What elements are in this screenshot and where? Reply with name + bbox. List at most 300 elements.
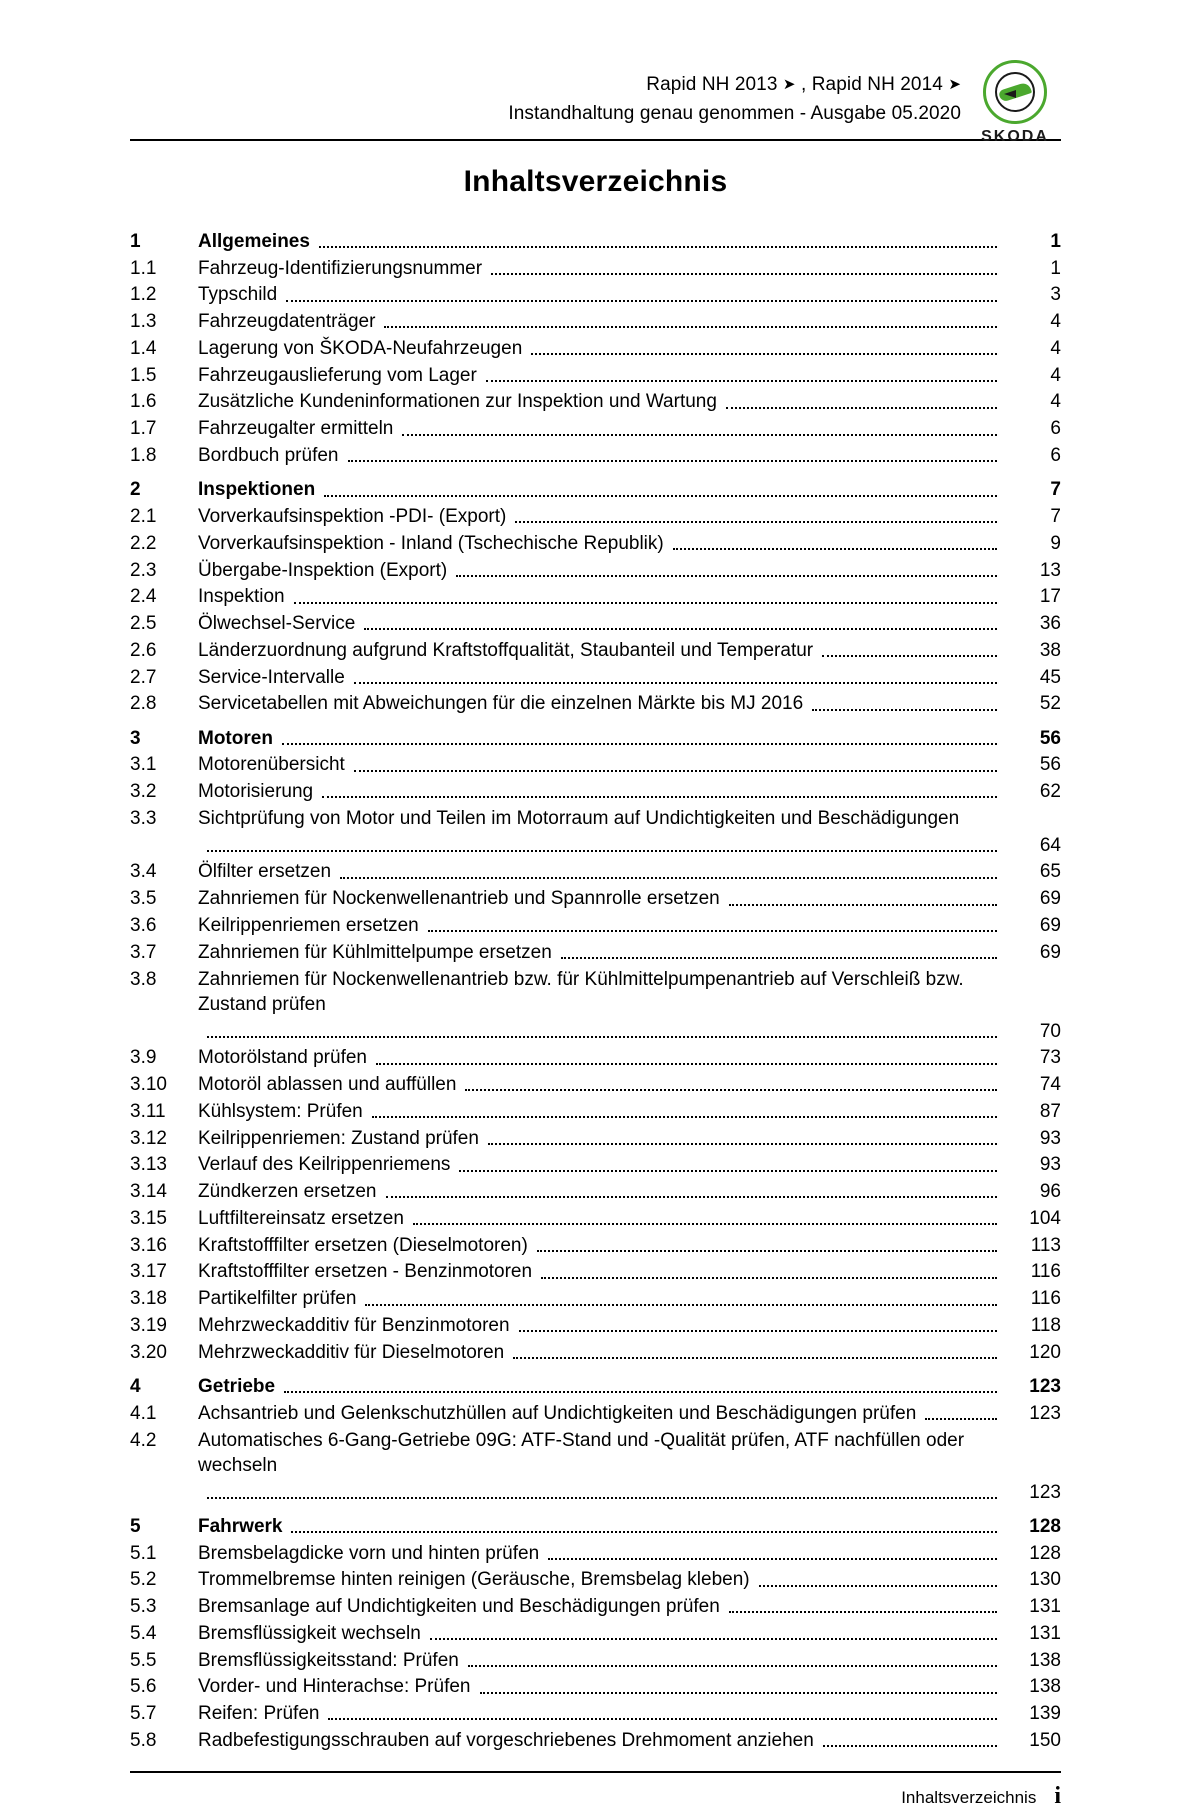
toc-entry-number: 3.16 bbox=[130, 1234, 167, 1256]
toc-entry-page: 7 bbox=[1050, 506, 1061, 528]
toc-entry-label: Partikelfilter prüfen bbox=[198, 1288, 357, 1310]
toc-entry-number: 3.9 bbox=[130, 1047, 157, 1069]
toc-entry[interactable] bbox=[130, 1594, 1061, 1619]
toc-leader-dots bbox=[465, 1088, 997, 1091]
toc-entry-page: 64 bbox=[1039, 834, 1061, 856]
toc-entry[interactable] bbox=[130, 1152, 1061, 1177]
toc-entry-label: Motorisierung bbox=[198, 781, 314, 803]
toc-entry-label: Mehrzweckadditiv für Dieselmotoren bbox=[198, 1341, 505, 1363]
toc-entry-number: 1.1 bbox=[130, 257, 157, 279]
toc-entry-label-wrap bbox=[198, 638, 1005, 663]
toc-entry-label: Länderzuordnung aufgrund Kraftstoffqualität, Staubanteil und Temperatur bbox=[198, 639, 814, 661]
toc-entry-continuation bbox=[130, 833, 1061, 858]
toc-entry[interactable] bbox=[130, 1286, 1061, 1311]
toc-entry-label: Zahnriemen für Kühlmittelpumpe ersetzen bbox=[198, 941, 552, 963]
toc-entry-page: 128 bbox=[1029, 1515, 1061, 1537]
toc-entry-label: Inspektionen bbox=[198, 479, 316, 501]
toc-entry[interactable] bbox=[130, 1701, 1061, 1726]
toc-entry-label: Zusätzliche Kundeninformationen zur Inspektion und Wartung bbox=[198, 391, 717, 413]
toc-entry-label: Kraftstofffilter ersetzen (Dieselmotoren) bbox=[198, 1234, 528, 1256]
toc-leader-dots bbox=[561, 956, 997, 959]
toc-entry-label: Inspektion bbox=[198, 586, 285, 608]
toc-leader-dots bbox=[491, 272, 997, 275]
toc-entry-number: 3.12 bbox=[130, 1127, 167, 1149]
toc-entry-label: Fahrzeugauslieferung vom Lager bbox=[198, 364, 477, 386]
toc-leader-dots bbox=[541, 1276, 997, 1279]
toc-entry-label-wrap bbox=[198, 611, 1005, 636]
toc-entry-number: 5.7 bbox=[130, 1703, 157, 1725]
header-model-1: Rapid NH 2013 bbox=[646, 74, 778, 95]
toc-entry-label-wrap bbox=[198, 443, 1005, 468]
toc-entry-page: 69 bbox=[1039, 941, 1061, 963]
toc-entry-label: Übergabe-Inspektion (Export) bbox=[198, 559, 448, 581]
toc-entry-number: 5.6 bbox=[130, 1676, 157, 1698]
toc-entry[interactable] bbox=[130, 1648, 1061, 1673]
toc-entry-label: Fahrzeugalter ermitteln bbox=[198, 418, 394, 440]
toc-entry-label-wrap bbox=[198, 1728, 1005, 1753]
toc-entry-number: 3.5 bbox=[130, 888, 157, 910]
toc-entry-label-wrap bbox=[198, 1567, 1005, 1592]
toc-entry[interactable] bbox=[130, 443, 1061, 468]
toc-leader-dots bbox=[402, 433, 997, 436]
toc-entry[interactable] bbox=[130, 940, 1061, 965]
toc-entry-number: 3.1 bbox=[130, 754, 157, 776]
toc-leader-dots bbox=[513, 1356, 997, 1359]
toc-entry-number: 1.7 bbox=[130, 418, 157, 440]
toc-entry-label-wrap bbox=[198, 1594, 1005, 1619]
toc-entry-label: Typschild bbox=[198, 284, 278, 306]
toc-entry-page: 130 bbox=[1029, 1569, 1061, 1591]
toc-entry-page: 7 bbox=[1050, 479, 1061, 501]
toc-entry[interactable] bbox=[130, 1374, 1061, 1399]
toc-entry-number: 4.1 bbox=[130, 1402, 157, 1424]
toc-entry-page: 52 bbox=[1039, 693, 1061, 715]
toc-leader-dots bbox=[354, 769, 997, 772]
toc-leader-dots bbox=[726, 406, 997, 409]
toc-entry-label-wrap bbox=[198, 859, 1005, 884]
toc-entry-page: 1 bbox=[1050, 230, 1061, 252]
toc-entry-label-wrap bbox=[198, 1179, 1005, 1204]
toc-entry[interactable] bbox=[130, 1072, 1061, 1097]
toc-entry-number: 1.3 bbox=[130, 311, 157, 333]
toc-leader-dots bbox=[376, 1062, 997, 1065]
toc-entry-label-wrap bbox=[198, 416, 1005, 441]
toc-entry-label: Zündkerzen ersetzen bbox=[198, 1181, 377, 1203]
toc-entry-label: Zahnriemen für Nockenwellenantrieb bzw. für Kühlmittelpumpenantrieb auf Verschleiß bzw. Zustand prüfen bbox=[198, 968, 964, 1015]
toc-entry-number: 1 bbox=[130, 230, 141, 252]
toc-entry[interactable] bbox=[130, 913, 1061, 938]
logo-circle-icon bbox=[983, 60, 1047, 124]
toc-leader-dots bbox=[459, 1169, 997, 1172]
toc-entry-label-wrap bbox=[198, 558, 1005, 583]
toc-entry-number: 5.2 bbox=[130, 1569, 157, 1591]
toc-leader-dots bbox=[340, 876, 997, 879]
toc-entry-page: 138 bbox=[1029, 1649, 1061, 1671]
toc-entry-label-wrap bbox=[198, 1099, 1005, 1124]
toc-entry-page: 65 bbox=[1039, 861, 1061, 883]
toc-entry-continuation-wrap bbox=[198, 1480, 1005, 1505]
toc-entry-label-wrap bbox=[198, 967, 1005, 1018]
skoda-logo bbox=[969, 60, 1061, 146]
toc-leader-dots bbox=[282, 742, 997, 745]
toc-entry[interactable] bbox=[130, 1045, 1061, 1070]
toc-entry-page: 116 bbox=[1030, 1288, 1061, 1310]
toc-entry-page: 73 bbox=[1039, 1047, 1061, 1069]
toc-entry-label-wrap bbox=[198, 691, 1005, 716]
toc-entry[interactable] bbox=[130, 1340, 1061, 1365]
toc-entry-label: Allgemeines bbox=[198, 230, 310, 252]
toc-leader-dots bbox=[759, 1584, 997, 1587]
toc-entry-label-wrap bbox=[198, 1701, 1005, 1726]
toc-entry-page: 123 bbox=[1029, 1402, 1061, 1424]
toc-entry-label: Kühlsystem: Prüfen bbox=[198, 1100, 363, 1122]
toc-leader-dots bbox=[354, 681, 997, 684]
toc-entry[interactable] bbox=[130, 1126, 1061, 1151]
toc-entry[interactable] bbox=[130, 389, 1061, 414]
toc-entry-number: 3.19 bbox=[130, 1315, 167, 1336]
toc-entry-number: 3.3 bbox=[130, 807, 157, 829]
toc-entry[interactable] bbox=[130, 416, 1061, 441]
toc-entry-number: 3 bbox=[130, 727, 141, 749]
toc-entry-page: 69 bbox=[1039, 915, 1061, 937]
toc-entry[interactable] bbox=[130, 309, 1061, 334]
toc-entry-label: Mehrzweckadditiv für Benzinmotoren bbox=[198, 1315, 510, 1336]
toc-entry[interactable] bbox=[130, 282, 1061, 307]
toc-entry-label: Ölwechsel-Service bbox=[198, 613, 356, 635]
toc-leader-dots bbox=[207, 1035, 997, 1038]
toc-entry[interactable] bbox=[130, 531, 1061, 556]
toc-entry-label: Servicetabellen mit Abweichungen für die einzelnen Märkte bis MJ 2016 bbox=[198, 693, 804, 715]
toc-leader-dots bbox=[430, 1637, 997, 1640]
toc-entry-label-wrap bbox=[198, 1621, 1005, 1646]
toc-leader-dots bbox=[384, 325, 997, 328]
toc-entry-label-wrap bbox=[198, 1401, 1005, 1426]
toc-entry-label: Zahnriemen für Nockenwellenantrieb und Spannrolle ersetzen bbox=[198, 888, 720, 910]
arrow-icon: ➤ bbox=[782, 76, 796, 93]
toc-entry[interactable] bbox=[130, 1428, 1061, 1479]
toc-entry-number: 5.3 bbox=[130, 1596, 157, 1618]
toc-entry[interactable] bbox=[130, 229, 1061, 254]
toc-leader-dots bbox=[364, 627, 997, 630]
toc-entry-label-wrap bbox=[198, 1072, 1005, 1097]
toc-leader-dots bbox=[324, 494, 997, 497]
toc-entry-number: 3.2 bbox=[130, 781, 157, 803]
toc-entry[interactable] bbox=[130, 611, 1061, 636]
toc-entry-label-wrap bbox=[198, 1374, 1005, 1399]
toc-entry[interactable] bbox=[130, 665, 1061, 690]
toc-entry-label-wrap bbox=[198, 363, 1005, 388]
toc-entry[interactable] bbox=[130, 806, 1061, 831]
toc-leader-dots bbox=[372, 1115, 997, 1118]
toc-entry[interactable] bbox=[130, 256, 1061, 281]
footer-page-number: i bbox=[1054, 1783, 1061, 1810]
toc-entry-page: 3 bbox=[1050, 284, 1061, 306]
toc-entry-label-wrap bbox=[198, 1428, 1005, 1479]
toc-entry[interactable] bbox=[130, 584, 1061, 609]
toc-leader-dots bbox=[291, 1530, 997, 1533]
toc-entry-page: 131 bbox=[1029, 1596, 1061, 1618]
toc-entry-page: 1 bbox=[1050, 257, 1061, 279]
toc-entry-number: 3.7 bbox=[130, 941, 157, 963]
toc-entry-label: Ölfilter ersetzen bbox=[198, 861, 332, 883]
toc-entry-label: Motorenübersicht bbox=[198, 754, 345, 776]
toc-entry-number: 5 bbox=[130, 1515, 141, 1537]
toc-entry-number: 1.5 bbox=[130, 364, 157, 386]
toc-entry-label-wrap bbox=[198, 229, 1005, 254]
toc-entry-number: 1.6 bbox=[130, 391, 157, 413]
toc-entry-label-wrap bbox=[198, 665, 1005, 690]
logo-inner-circle-icon bbox=[995, 72, 1035, 112]
toc-entry-continuation bbox=[130, 1019, 1061, 1044]
toc-entry-number: 3.4 bbox=[130, 861, 157, 883]
toc-entry-label: Luftfiltereinsatz ersetzen bbox=[198, 1207, 404, 1229]
toc-entry-page: 9 bbox=[1050, 532, 1061, 554]
toc-leader-dots bbox=[319, 245, 997, 248]
toc-entry[interactable] bbox=[130, 363, 1061, 388]
toc-entry-number: 3.20 bbox=[130, 1341, 167, 1363]
toc-entry-page: 6 bbox=[1050, 418, 1061, 440]
toc-entry[interactable] bbox=[130, 1179, 1061, 1204]
toc-leader-dots bbox=[488, 1142, 997, 1145]
toc-entry-page: 131 bbox=[1029, 1622, 1061, 1644]
toc-entry-number: 5.5 bbox=[130, 1649, 157, 1671]
toc-entry[interactable] bbox=[130, 1514, 1061, 1539]
toc-entry-label-wrap bbox=[198, 1286, 1005, 1311]
toc-leader-dots bbox=[673, 547, 997, 550]
page-header bbox=[0, 0, 1191, 145]
toc-entry-continuation-wrap bbox=[198, 833, 1005, 858]
toc-entry[interactable] bbox=[130, 1621, 1061, 1646]
toc-entry-label-wrap bbox=[198, 1206, 1005, 1231]
page-title: Inhaltsverzeichnis bbox=[463, 164, 728, 198]
toc-entry-number: 2.5 bbox=[130, 613, 157, 635]
toc-entry-label: Vorverkaufsinspektion -PDI- (Export) bbox=[198, 506, 507, 528]
toc-entry-page: 123 bbox=[1029, 1481, 1061, 1503]
toc-entry-page: 104 bbox=[1029, 1207, 1061, 1229]
toc-entry-number: 2 bbox=[130, 479, 141, 501]
toc-entry-label: Vorder- und Hinterachse: Prüfen bbox=[198, 1676, 471, 1698]
toc-leader-dots bbox=[823, 1744, 997, 1747]
toc-entry-label: Motorölstand prüfen bbox=[198, 1047, 367, 1069]
toc-entry[interactable] bbox=[130, 726, 1061, 751]
toc-entry[interactable] bbox=[130, 1206, 1061, 1231]
toc-entry-page: 36 bbox=[1039, 613, 1061, 635]
toc-entry-label-wrap bbox=[198, 504, 1005, 529]
toc-entry-page: 56 bbox=[1039, 727, 1061, 749]
toc-entry-number: 4 bbox=[130, 1376, 141, 1398]
toc-leader-dots bbox=[531, 352, 997, 355]
toc-entry-label: Trommelbremse hinten reinigen (Geräusche, Bremsbelag kleben) bbox=[198, 1569, 750, 1591]
toc-entry-page: 56 bbox=[1039, 754, 1061, 776]
toc-entry-label-wrap bbox=[198, 477, 1005, 502]
toc-entry-label-wrap bbox=[198, 940, 1005, 965]
toc-entry[interactable] bbox=[130, 1401, 1061, 1426]
toc-entry[interactable] bbox=[130, 558, 1061, 583]
logo-wordmark: SKODA bbox=[981, 128, 1049, 145]
toc-entry-label-wrap bbox=[198, 1233, 1005, 1258]
toc-entry[interactable] bbox=[130, 886, 1061, 911]
toc-entry-number: 2.7 bbox=[130, 666, 157, 688]
toc-entry-label-wrap bbox=[198, 886, 1005, 911]
toc-entry-page: 113 bbox=[1030, 1234, 1061, 1256]
toc-entry-label-wrap bbox=[198, 584, 1005, 609]
toc-leader-dots bbox=[286, 299, 997, 302]
toc-entry-page: 4 bbox=[1050, 337, 1061, 359]
toc-leader-dots bbox=[322, 795, 997, 798]
toc-entry-number: 2.1 bbox=[130, 506, 157, 528]
toc-entry-label: Keilrippenriemen: Zustand prüfen bbox=[198, 1127, 479, 1149]
page-footer bbox=[130, 1783, 1061, 1810]
footer-divider bbox=[130, 1771, 1061, 1773]
toc-entry-label: Verlauf des Keilrippenriemens bbox=[198, 1154, 451, 1176]
toc-entry-label: Bremsbelagdicke vorn und hinten prüfen bbox=[198, 1542, 540, 1564]
toc-leader-dots bbox=[729, 903, 997, 906]
toc-entry-number: 3.6 bbox=[130, 915, 157, 937]
toc-leader-dots bbox=[486, 379, 997, 382]
toc-entry-label: Keilrippenriemen ersetzen bbox=[198, 915, 419, 937]
toc-leader-dots bbox=[328, 1717, 997, 1720]
toc-entry-page: 69 bbox=[1039, 888, 1061, 910]
toc-entry[interactable] bbox=[130, 336, 1061, 361]
toc-entry-label: Radbefestigungsschrauben auf vorgeschriebenes Drehmoment anziehen bbox=[198, 1729, 814, 1751]
toc-entry-label: Fahrzeugdatenträger bbox=[198, 311, 376, 333]
toc-entry-page: 13 bbox=[1039, 559, 1061, 581]
toc-entry[interactable] bbox=[130, 967, 1061, 1018]
toc-entry-label-wrap bbox=[198, 336, 1005, 361]
toc-entry-page: 87 bbox=[1039, 1100, 1061, 1122]
toc-entry-label-wrap bbox=[198, 1340, 1005, 1365]
toc-leader-dots bbox=[456, 574, 997, 577]
toc-entry[interactable] bbox=[130, 477, 1061, 502]
toc-leader-dots bbox=[428, 929, 997, 932]
toc-entry-label-wrap bbox=[198, 779, 1005, 804]
toc-entry-label: Bremsflüssigkeitsstand: Prüfen bbox=[198, 1649, 459, 1671]
toc-entry[interactable] bbox=[130, 779, 1061, 804]
toc-entry-label: Sichtprüfung von Motor und Teilen im Motorraum auf Undichtigkeiten und Beschädigungen bbox=[198, 807, 960, 829]
toc-leader-dots bbox=[207, 849, 997, 852]
toc-leader-dots bbox=[480, 1691, 998, 1694]
toc-entry-page: 4 bbox=[1050, 391, 1061, 413]
toc-entry[interactable] bbox=[130, 1567, 1061, 1592]
toc-entry[interactable] bbox=[130, 1541, 1061, 1566]
toc-entry-page: 118 bbox=[1030, 1315, 1061, 1336]
toc-entry-label-wrap bbox=[198, 282, 1005, 307]
toc-entry-number: 3.10 bbox=[130, 1074, 167, 1096]
toc-leader-dots bbox=[284, 1390, 997, 1393]
toc-entry[interactable] bbox=[130, 638, 1061, 663]
toc-entry-label: Bremsanlage auf Undichtigkeiten und Beschädigungen prüfen bbox=[198, 1596, 720, 1618]
toc-entry-page: 62 bbox=[1039, 781, 1061, 803]
toc-entry-label-wrap bbox=[198, 1674, 1005, 1699]
toc-leader-dots bbox=[413, 1222, 997, 1225]
toc-entry-label-wrap bbox=[198, 1514, 1005, 1539]
toc-entry-label-wrap bbox=[198, 1541, 1005, 1566]
toc-entry-page: 120 bbox=[1029, 1341, 1061, 1363]
toc-entry-label-wrap bbox=[198, 389, 1005, 414]
toc-entry[interactable] bbox=[130, 1259, 1061, 1284]
toc-entry-label: Kraftstofffilter ersetzen - Benzinmotoren bbox=[198, 1261, 533, 1283]
toc-entry[interactable] bbox=[130, 691, 1061, 716]
toc-leader-dots bbox=[519, 1329, 997, 1332]
toc-entry-page: 96 bbox=[1039, 1181, 1061, 1203]
toc-leader-dots bbox=[365, 1303, 997, 1306]
toc-entry-label-wrap bbox=[198, 256, 1005, 281]
footer-label: Inhaltsverzeichnis bbox=[901, 1788, 1037, 1808]
toc-entry-label-wrap bbox=[198, 309, 1005, 334]
toc-entry-continuation-wrap bbox=[198, 1019, 1005, 1044]
toc-entry-continuation bbox=[130, 1480, 1061, 1505]
toc-entry-number: 3.14 bbox=[130, 1181, 167, 1203]
toc-entry-page: 74 bbox=[1039, 1074, 1061, 1096]
toc-leader-dots bbox=[925, 1417, 997, 1420]
toc-entry[interactable] bbox=[130, 1233, 1061, 1258]
toc-entry-label-wrap bbox=[198, 1648, 1005, 1673]
toc-entry-page: 93 bbox=[1039, 1127, 1061, 1149]
toc-entry[interactable] bbox=[130, 1313, 1061, 1338]
toc-entry-label: Achsantrieb und Gelenkschutzhüllen auf Undichtigkeiten und Beschädigungen prüfen bbox=[198, 1402, 917, 1424]
toc-entry-label: Motoren bbox=[198, 727, 273, 749]
toc-entry-number: 2.6 bbox=[130, 639, 157, 661]
toc-entry-page: 138 bbox=[1029, 1676, 1061, 1698]
table-of-contents bbox=[130, 229, 1061, 1753]
toc-entry[interactable] bbox=[130, 1728, 1061, 1753]
toc-entry-label: Lagerung von ŠKODA-Neufahrzeugen bbox=[198, 337, 523, 359]
toc-entry-page: 150 bbox=[1029, 1729, 1061, 1751]
toc-entry-label: Fahrwerk bbox=[198, 1515, 283, 1537]
toc-leader-dots bbox=[822, 654, 997, 657]
toc-entry-label: Motoröl ablassen und auffüllen bbox=[198, 1074, 457, 1096]
toc-entry-number: 1.8 bbox=[130, 445, 157, 466]
toc-entry-label-wrap bbox=[198, 913, 1005, 938]
toc-entry[interactable] bbox=[130, 859, 1061, 884]
toc-entry-number: 5.1 bbox=[130, 1542, 157, 1564]
toc-entry-number: 1.2 bbox=[130, 284, 157, 306]
toc-entry-number: 3.8 bbox=[130, 968, 157, 990]
toc-leader-dots bbox=[548, 1557, 997, 1560]
toc-entry-number: 4.2 bbox=[130, 1429, 157, 1451]
header-divider bbox=[130, 139, 1061, 141]
toc-entry-number: 5.4 bbox=[130, 1622, 157, 1644]
toc-leader-dots bbox=[386, 1195, 998, 1198]
toc-entry-number: 2.3 bbox=[130, 559, 157, 581]
toc-entry[interactable] bbox=[130, 752, 1061, 777]
toc-entry-label: Bordbuch prüfen bbox=[198, 445, 339, 466]
toc-entry-number: 2.4 bbox=[130, 586, 157, 608]
toc-entry[interactable] bbox=[130, 1674, 1061, 1699]
toc-entry-number: 3.15 bbox=[130, 1207, 167, 1229]
toc-entry-number: 2.2 bbox=[130, 532, 157, 554]
toc-leader-dots bbox=[812, 708, 997, 711]
toc-entry[interactable] bbox=[130, 504, 1061, 529]
toc-entry-label-wrap bbox=[198, 726, 1005, 751]
toc-entry-page: 4 bbox=[1050, 364, 1061, 386]
toc-leader-dots bbox=[537, 1249, 997, 1252]
toc-leader-dots bbox=[348, 459, 998, 462]
toc-entry-page: 38 bbox=[1039, 639, 1061, 661]
toc-entry-label: Bremsflüssigkeit wechseln bbox=[198, 1622, 421, 1644]
toc-entry-label-wrap bbox=[198, 752, 1005, 777]
toc-entry[interactable] bbox=[130, 1099, 1061, 1124]
toc-entry-page: 6 bbox=[1050, 445, 1061, 466]
header-text-block bbox=[130, 70, 1061, 129]
toc-entry-label: Reifen: Prüfen bbox=[198, 1703, 320, 1725]
toc-entry-page: 128 bbox=[1029, 1542, 1061, 1564]
toc-entry-number: 5.8 bbox=[130, 1729, 157, 1751]
toc-entry-page: 17 bbox=[1039, 586, 1061, 608]
toc-entry-number: 3.11 bbox=[130, 1100, 166, 1122]
arrow-icon: ➤ bbox=[948, 76, 961, 93]
toc-entry-label-wrap bbox=[198, 1045, 1005, 1070]
